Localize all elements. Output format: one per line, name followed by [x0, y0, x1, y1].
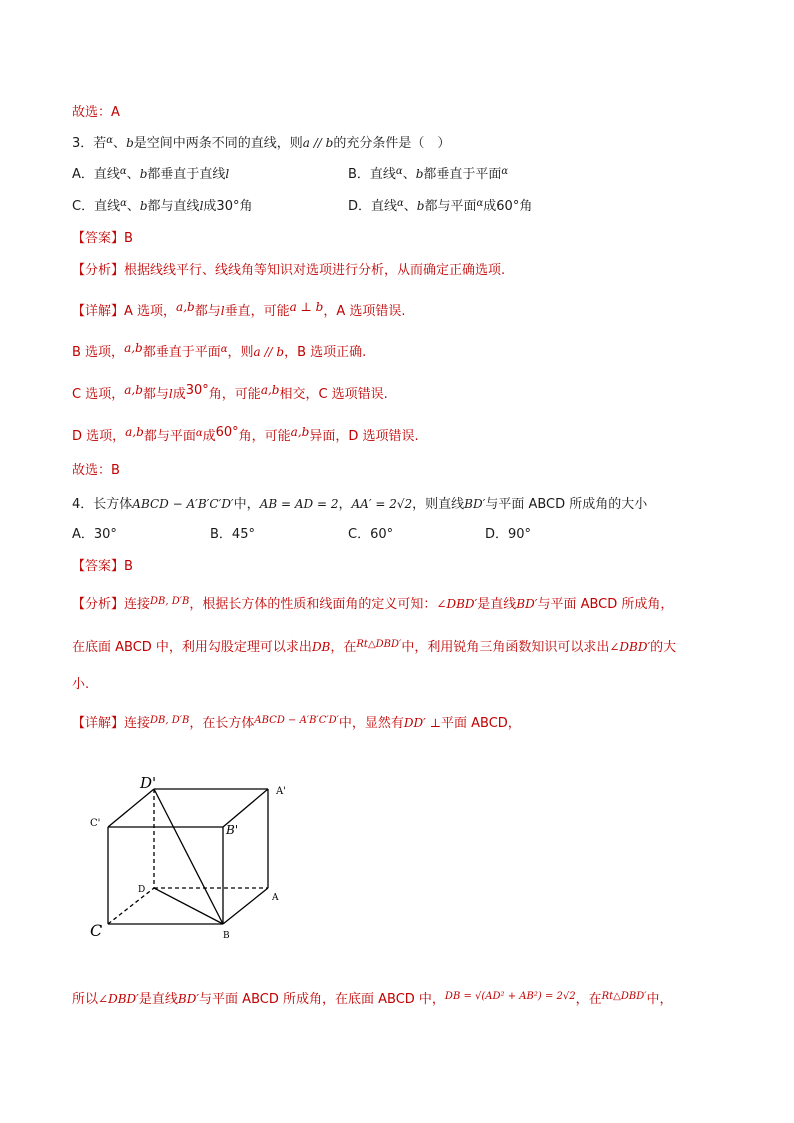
q4-option-d: D．90°	[485, 527, 532, 542]
label-Dp: D'	[140, 774, 157, 792]
analysis-2-line2: 在底面 ABCD 中，利用勾股定理可以求出DB，在$^{Rt\triangle DBD'}$中，利用锐角三角函数知识可以求出∠DBD′的大	[72, 639, 677, 655]
q4-option-a: A．30°	[72, 527, 117, 542]
detail-d: D 选项，a,b都与平面$^\alpha$成60°角，可能a,b异面，D 选项错误.	[72, 425, 419, 444]
option-c: C．直线$^\alpha$、b都与直线l成30°角	[72, 198, 253, 214]
final-line: 所以∠DBD′是直线BD′与平面 ABCD 所成角，在底面 ABCD 中，$^{DB = √(AD^2 + AB^2) = 2√2}$，在$^{Rt\triangle DBD'}$中，	[72, 991, 673, 1007]
analysis-2-line3: 小.	[72, 677, 90, 692]
question-3: 3．若$^\alpha$、b是空间中两条不同的直线，则a // b的充分条件是（ ）	[72, 135, 451, 151]
q4-option-b: B．45°	[210, 527, 255, 542]
conclusion-2: 故选：B	[72, 463, 120, 478]
q4-option-c: C．60°	[348, 527, 394, 542]
answer-1: 【答案】B	[72, 231, 133, 246]
detail-b: B 选项，a,b都垂直于平面$^\alpha$，则a // b，B 选项正确.	[72, 341, 367, 360]
detail-1: 【详解】A 选项，a,b都与l垂直，可能a ⊥ b，A 选项错误.	[72, 300, 406, 319]
analysis-2-line1: 【分析】连接$^{DB, D'B}$，根据长方体的性质和线面角的定义可知：∠DBD′是直线BD′与平面 ABCD 所成角，	[72, 596, 674, 612]
analysis-1: 【分析】根据线线平行、线线角等知识对选项进行分析，从而确定正确选项.	[72, 263, 506, 278]
label-Cp: C'	[90, 818, 101, 829]
detail-c: C 选项，a,b都与l成30°角，可能a,b相交，C 选项错误.	[72, 383, 388, 402]
option-b: B．直线$^\alpha$、b都垂直于平面$^\alpha$	[348, 166, 509, 182]
conclusion-1: 故选：A	[72, 105, 120, 120]
label-B: B	[223, 931, 230, 941]
label-Ap: A'	[276, 786, 286, 797]
cuboid-figure	[80, 772, 300, 942]
detail-2: 【详解】连接$^{DB, D'B}$，在长方体$^{ABCD - A'B'C'D'}$中，显然有DD′ ⊥平面 ABCD，	[72, 715, 521, 731]
answer-2: 【答案】B	[72, 559, 133, 574]
option-a: A．直线$^\alpha$、b都垂直于直线l	[72, 166, 230, 182]
option-d: D．直线$^\alpha$、b都与平面$^\alpha$成60°角	[348, 198, 533, 214]
label-D: D	[138, 885, 146, 895]
label-Bp: B'	[226, 823, 239, 837]
label-C: C	[90, 921, 103, 940]
question-4: 4．长方体ABCD − A′B′C′D′中，AB = AD = 2，AA′ = 2√2，则直线BD′与平面 ABCD 所成角的大小	[72, 497, 648, 512]
label-A: A	[272, 893, 279, 903]
